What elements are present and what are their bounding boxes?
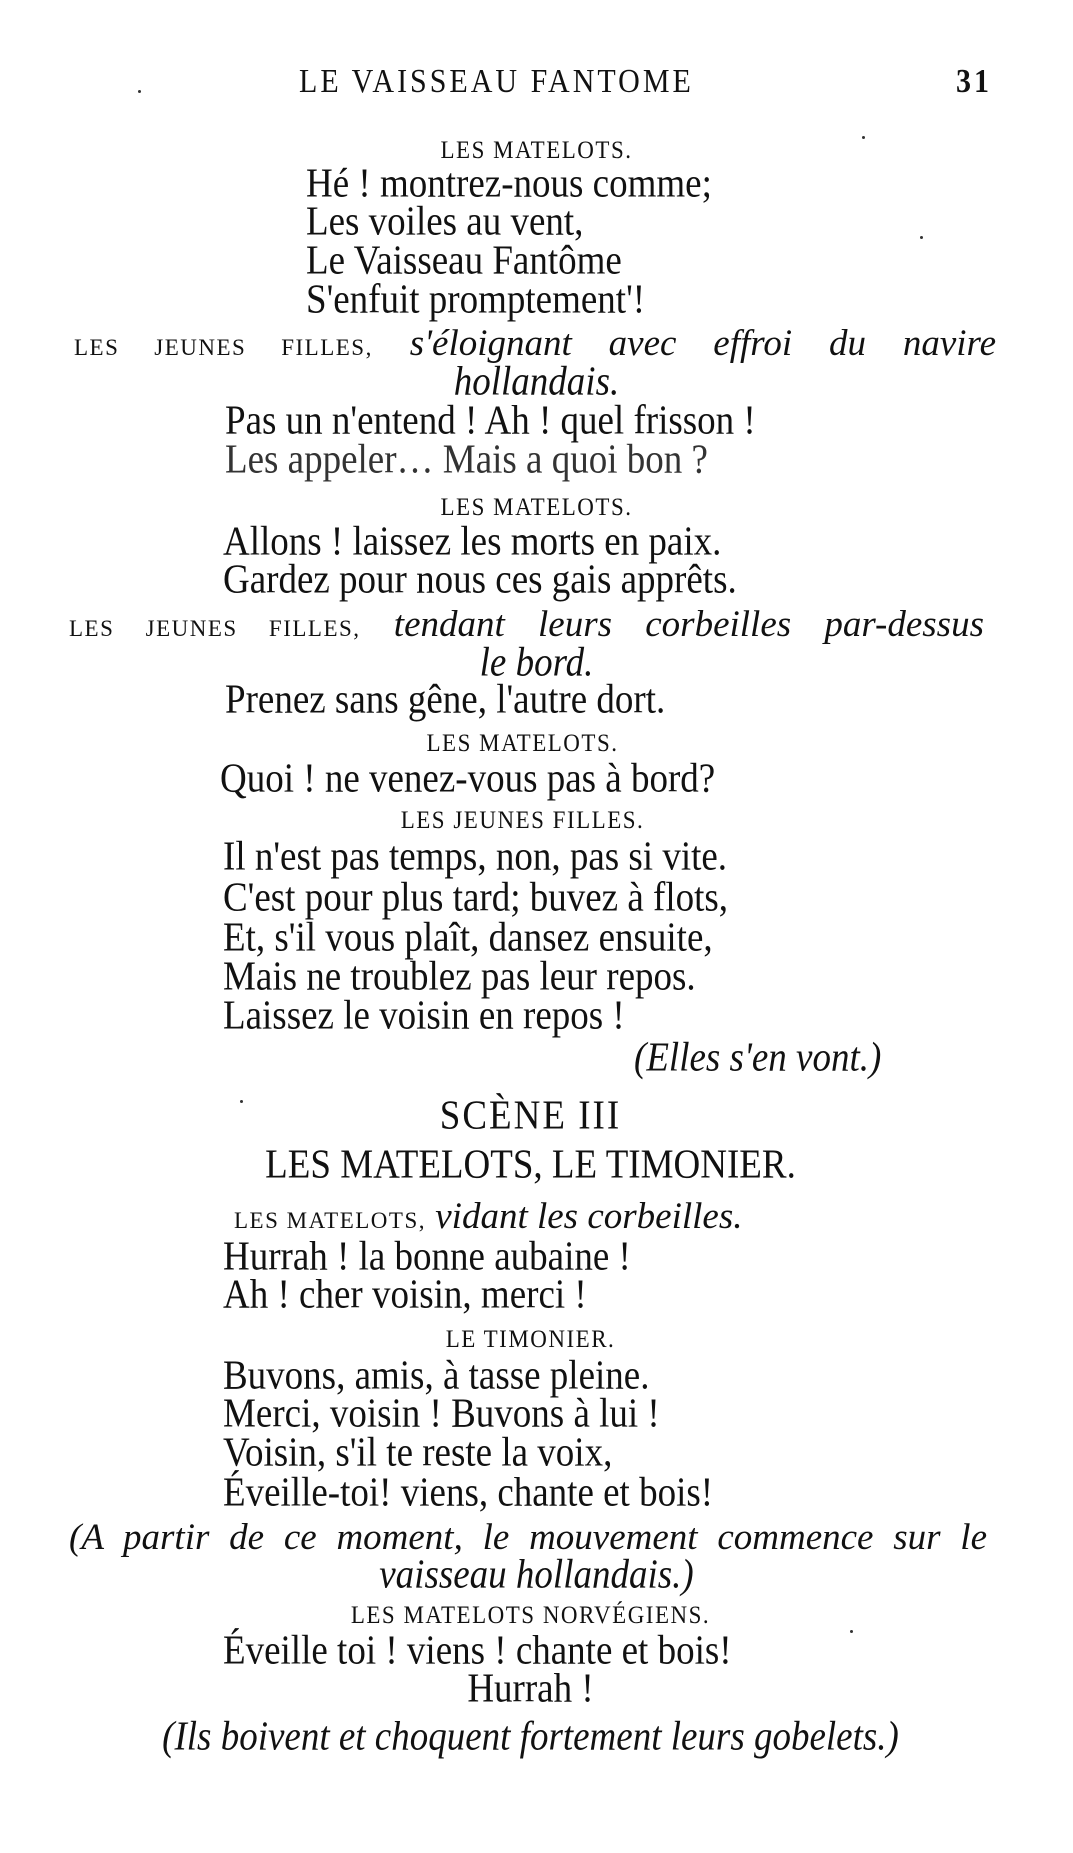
- print-speck: [920, 236, 923, 239]
- speaker-label: LES MATELOTS.: [440, 135, 633, 164]
- verse-line: Buvons, amis, à tasse pleine.: [223, 1352, 650, 1399]
- speaker-label: LES JEUNES FILLES.: [400, 805, 645, 834]
- verse-line: Ah ! cher voisin, merci !: [223, 1271, 587, 1318]
- verse-line: Quoi ! ne venez-vous pas à bord?: [220, 755, 716, 802]
- direction-text: tendant leurs corbeilles par-dessus: [393, 604, 984, 645]
- speaker-label: LES MATELOTS NORVÉGIENS.: [350, 1600, 711, 1629]
- verse-line: C'est pour plus tard; buvez à flots,: [223, 874, 729, 921]
- verse-line: Merci, voisin ! Buvons à lui !: [223, 1390, 660, 1437]
- print-speck: [138, 90, 141, 93]
- verse-line: Éveille-toi! viens, chante et bois!: [223, 1469, 714, 1516]
- verse-line: S'enfuit promptement'!: [306, 276, 646, 323]
- verse-line: Hé ! montrez-nous comme;: [306, 160, 712, 207]
- stage-direction: (A partir de ce moment, le mouvement commence sur le: [69, 1517, 987, 1558]
- direction-text: s'éloignant avec effroi du navire: [409, 323, 996, 364]
- running-title: LE VAISSEAU FANTOME: [299, 62, 694, 100]
- verse-line: Pas un n'entend ! Ah ! quel frisson !: [225, 397, 756, 444]
- verse-line: Voisin, s'il te reste la voix,: [223, 1429, 613, 1476]
- direction-text: vidant les corbeilles.: [435, 1196, 743, 1237]
- verse-line: Hurrah ! la bonne aubaine !: [223, 1233, 631, 1280]
- verse-line: Il n'est pas temps, non, pas si vite.: [223, 833, 728, 880]
- scene-heading: SCÈNE III: [439, 1092, 622, 1139]
- print-speck: [862, 136, 865, 139]
- verse-line: Hurrah !: [467, 1665, 594, 1712]
- print-speck: [850, 1630, 853, 1633]
- verse-line: Les appeler… Mais a quoi bon ?: [225, 436, 708, 483]
- speaker-label: LES MATELOTS.: [440, 492, 633, 521]
- verse-line: Les voiles au vent,: [306, 198, 584, 245]
- verse-line: Allons ! laissez les morts en paix.: [223, 518, 722, 565]
- stage-direction: hollandais.: [453, 358, 620, 405]
- speaker-label: LE TIMONIER.: [445, 1324, 616, 1353]
- verse-line: Mais ne troublez pas leur repos.: [223, 953, 696, 1000]
- verse-line: Et, s'il vous plaît, dansez ensuite,: [223, 914, 713, 961]
- stage-direction: vaisseau hollandais.): [379, 1551, 694, 1598]
- verse-line: Gardez pour nous ces gais apprêts.: [223, 556, 737, 603]
- verse-line: Le Vaisseau Fantôme: [306, 237, 622, 284]
- page-number: 31: [956, 62, 992, 100]
- verse-line: Laissez le voisin en repos !: [223, 992, 625, 1039]
- verse-line: Prenez sans gêne, l'autre dort.: [225, 676, 666, 723]
- scene-characters: LES MATELOTS, LE TIMONIER.: [265, 1141, 796, 1188]
- stage-direction: (Elles s'en vont.): [634, 1034, 882, 1081]
- speaker-label: LES MATELOTS.: [426, 728, 619, 757]
- speaker-label: LES JEUNES FILLES,: [74, 335, 373, 360]
- verse-line: Éveille toi ! viens ! chante et bois!: [223, 1627, 732, 1674]
- print-speck: [240, 1100, 243, 1103]
- speaker-label: LES JEUNES FILLES,: [69, 616, 361, 641]
- speaker-label: LES MATELOTS,: [234, 1208, 426, 1233]
- stage-direction: (Ils boivent et choquent fortement leurs gobelets.): [162, 1713, 899, 1760]
- stage-direction: le bord.: [479, 639, 594, 686]
